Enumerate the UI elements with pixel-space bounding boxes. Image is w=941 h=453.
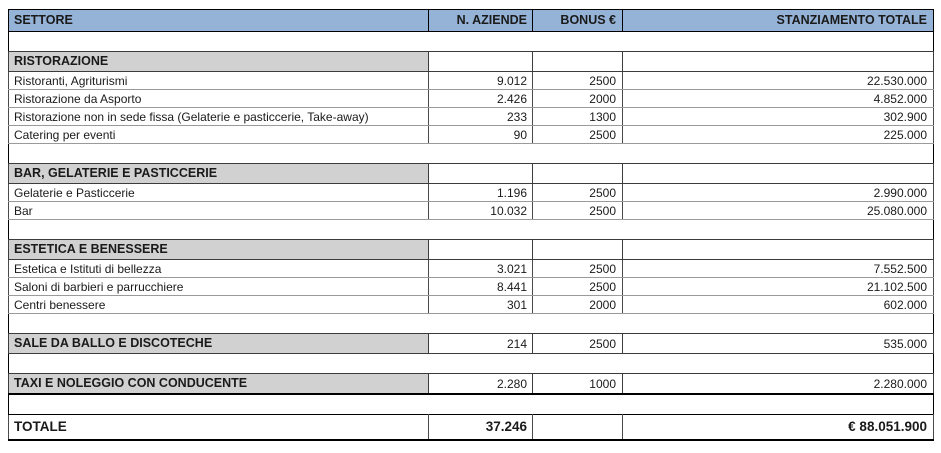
cell-settore: Centri benessere xyxy=(9,296,429,314)
spacer-cell xyxy=(9,394,934,415)
cell-bonus: 2500 xyxy=(533,202,623,220)
cell-n-aziende: 37.246 xyxy=(429,415,533,441)
table-row xyxy=(9,108,934,126)
spacer-cell xyxy=(9,144,934,164)
total-row xyxy=(9,415,934,441)
cell-stanziamento: 7.552.500 xyxy=(623,260,934,278)
cell-bonus: 2500 xyxy=(533,184,623,202)
cell-bonus xyxy=(533,240,623,260)
cell-stanziamento: 2.280.000 xyxy=(623,374,934,395)
table-row xyxy=(9,126,934,144)
cell-settore: Ristoranti, Agriturismi xyxy=(9,72,429,90)
cell-stanziamento: 225.000 xyxy=(623,126,934,144)
cell-settore: BAR, GELATERIE E PASTICCERIE xyxy=(9,164,429,184)
header-n-aziende: N. AZIENDE xyxy=(429,10,533,32)
header-stanziamento-totale: STANZIAMENTO TOTALE xyxy=(623,10,934,32)
cell-bonus: 2500 xyxy=(533,278,623,296)
cell-settore: TAXI E NOLEGGIO CON CONDUCENTE xyxy=(9,374,429,395)
cell-n-aziende: 1.196 xyxy=(429,184,533,202)
cell-n-aziende: 233 xyxy=(429,108,533,126)
spacer-cell xyxy=(9,354,934,374)
cell-stanziamento xyxy=(623,164,934,184)
spacer-cell xyxy=(9,220,934,240)
cell-bonus: 2500 xyxy=(533,126,623,144)
settori-bonus-table xyxy=(8,9,934,441)
section-header-row xyxy=(9,240,934,260)
cell-bonus: 1000 xyxy=(533,374,623,395)
section-data-row xyxy=(9,334,934,354)
cell-stanziamento: 602.000 xyxy=(623,296,934,314)
cell-bonus: 2500 xyxy=(533,334,623,354)
table-row xyxy=(9,296,934,314)
spacer-row xyxy=(9,144,934,164)
spacer-cell xyxy=(9,314,934,334)
cell-n-aziende: 9.012 xyxy=(429,72,533,90)
cell-n-aziende: 3.021 xyxy=(429,260,533,278)
cell-bonus: 2500 xyxy=(533,72,623,90)
cell-n-aziende: 10.032 xyxy=(429,202,533,220)
cell-n-aziende: 301 xyxy=(429,296,533,314)
cell-bonus xyxy=(533,415,623,441)
table-row xyxy=(9,90,934,108)
cell-settore: Gelaterie e Pasticcerie xyxy=(9,184,429,202)
cell-settore: SALE DA BALLO E DISCOTECHE xyxy=(9,334,429,354)
cell-stanziamento: 2.990.000 xyxy=(623,184,934,202)
spacer-cell xyxy=(9,32,934,52)
cell-settore: Ristorazione non in sede fissa (Gelaterie e pasticcerie, Take-away) xyxy=(9,108,429,126)
cell-settore: RISTORAZIONE xyxy=(9,52,429,72)
cell-bonus xyxy=(533,52,623,72)
cell-stanziamento: 4.852.000 xyxy=(623,90,934,108)
cell-n-aziende: 8.441 xyxy=(429,278,533,296)
section-header-row xyxy=(9,164,934,184)
cell-bonus: 1300 xyxy=(533,108,623,126)
table-row xyxy=(9,278,934,296)
header-bonus: BONUS € xyxy=(533,10,623,32)
cell-n-aziende: 90 xyxy=(429,126,533,144)
cell-bonus: 2000 xyxy=(533,90,623,108)
section-data-row xyxy=(9,374,934,395)
cell-n-aziende: 2.426 xyxy=(429,90,533,108)
cell-n-aziende: 2.280 xyxy=(429,374,533,395)
spacer-row xyxy=(9,32,934,52)
table-row xyxy=(9,260,934,278)
cell-n-aziende: 214 xyxy=(429,334,533,354)
cell-n-aziende xyxy=(429,52,533,72)
cell-stanziamento: 21.102.500 xyxy=(623,278,934,296)
cell-settore: TOTALE xyxy=(9,415,429,441)
cell-settore: Catering per eventi xyxy=(9,126,429,144)
cell-stanziamento xyxy=(623,240,934,260)
cell-settore: Ristorazione da Asporto xyxy=(9,90,429,108)
cell-n-aziende xyxy=(429,240,533,260)
cell-settore: Bar xyxy=(9,202,429,220)
cell-bonus: 2000 xyxy=(533,296,623,314)
table-body xyxy=(9,10,934,441)
cell-settore: Saloni di barbieri e parrucchiere xyxy=(9,278,429,296)
spacer-row xyxy=(9,314,934,334)
cell-settore: Estetica e Istituti di bellezza xyxy=(9,260,429,278)
spacer-row xyxy=(9,354,934,374)
cell-settore: ESTETICA E BENESSERE xyxy=(9,240,429,260)
cell-n-aziende xyxy=(429,164,533,184)
cell-stanziamento: 25.080.000 xyxy=(623,202,934,220)
spacer-row xyxy=(9,220,934,240)
cell-stanziamento xyxy=(623,52,934,72)
cell-stanziamento: 535.000 xyxy=(623,334,934,354)
cell-bonus xyxy=(533,164,623,184)
table-row xyxy=(9,72,934,90)
header-settore: SETTORE xyxy=(9,10,429,32)
table-header-row xyxy=(9,10,934,32)
table-row xyxy=(9,202,934,220)
cell-bonus: 2500 xyxy=(533,260,623,278)
cell-stanziamento: 22.530.000 xyxy=(623,72,934,90)
table-row xyxy=(9,184,934,202)
cell-stanziamento: € 88.051.900 xyxy=(623,415,934,441)
spacer-row xyxy=(9,394,934,415)
section-header-row xyxy=(9,52,934,72)
cell-stanziamento: 302.900 xyxy=(623,108,934,126)
